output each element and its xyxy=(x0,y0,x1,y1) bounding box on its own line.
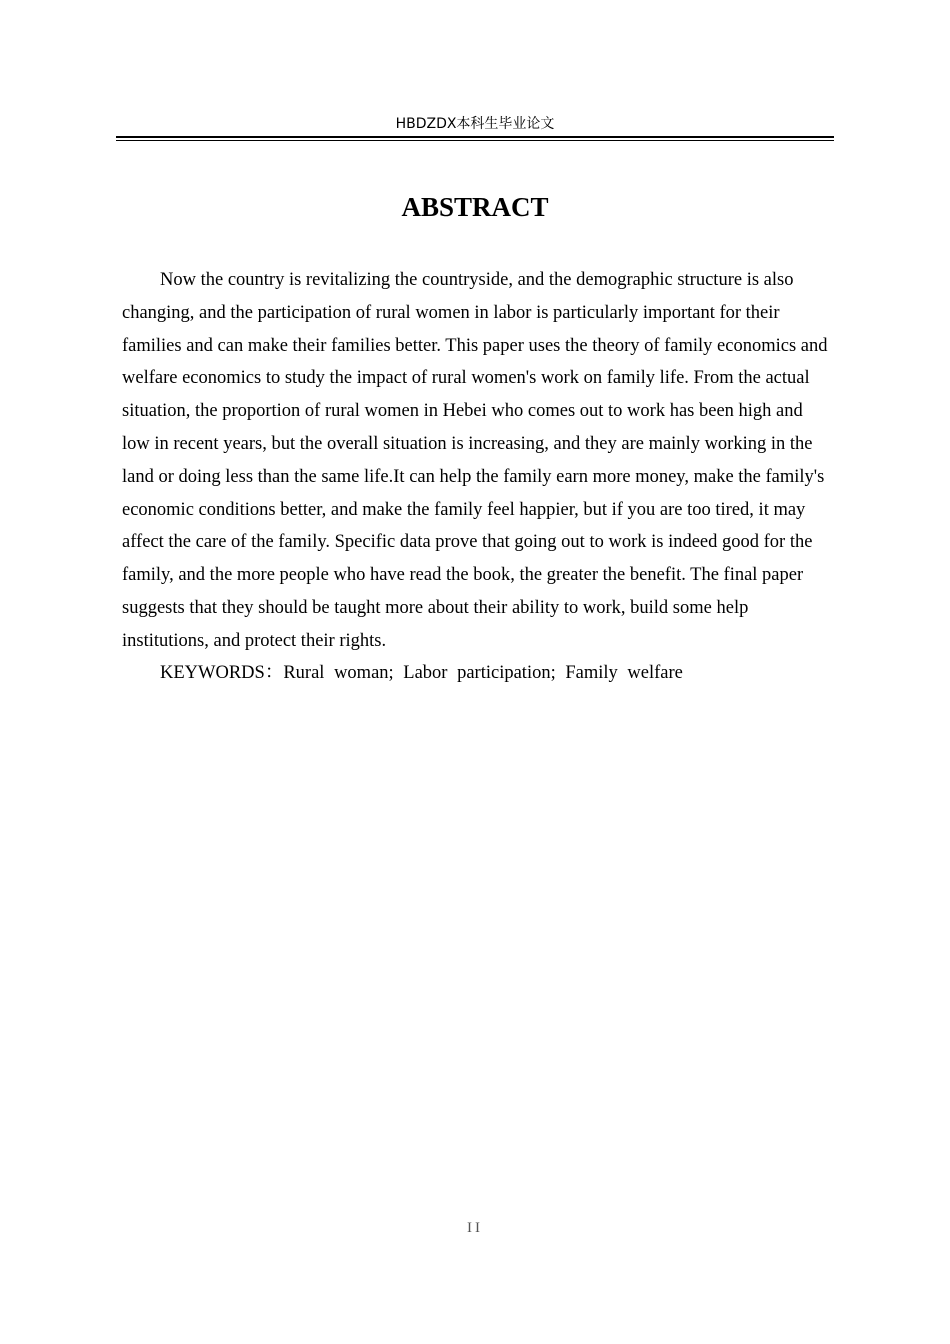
abstract-body xyxy=(122,264,834,658)
keywords-list: Rural woman; Labor participation; Family welfare xyxy=(283,663,683,683)
keywords-line xyxy=(160,657,683,690)
page-number: II xyxy=(467,1220,483,1236)
keywords-label: KEYWORDS： xyxy=(160,663,284,683)
abstract-title: ABSTRACT xyxy=(401,192,549,222)
running-header: HBDZDX本科生毕业论文 xyxy=(395,116,555,132)
abstract-paragraph: Now the country is revitalizing the countryside, and the demographic structure is also changing, and the participation of rural women in labor is particularly important for their families and can make their families better. This paper uses the theory of family economics and welfare economics to study the impact of rural women's work on family life. From the actual situation, the proportion of rural women in Hebei who comes out to work has been high and low in recent years, but the overall situation is increasing, and they are mainly working in the land or doing less than the same life.It can help the family earn more money, make the family's economic conditions better, and make the family feel happier, but if you are too tired, it may affect the care of the family. Specific data prove that going out to work is indeed good for the family, and the more people who have read the book, the greater the benefit. The final paper suggests that they should be taught more about their ability to work, build some help institutions, and protect their rights. xyxy=(122,270,828,651)
header-rule-thick xyxy=(116,136,834,138)
header-rule-thin xyxy=(116,140,834,141)
